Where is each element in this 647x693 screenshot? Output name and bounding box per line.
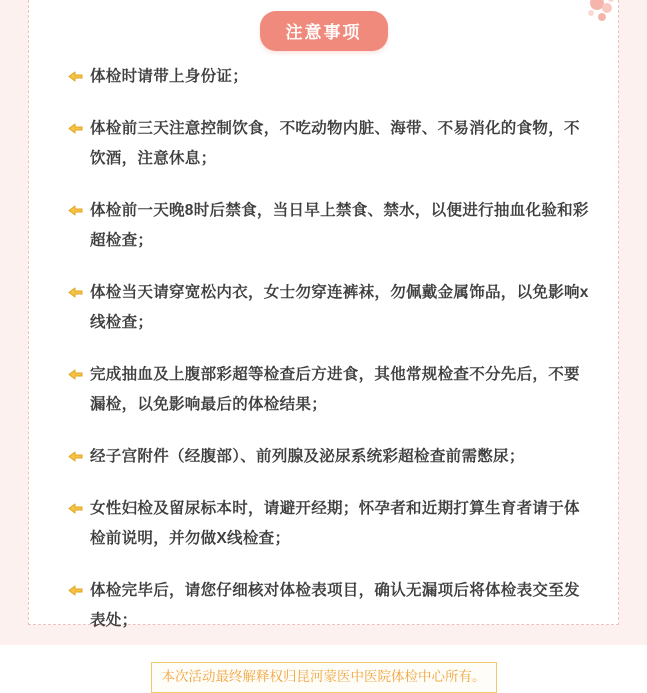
list-item xyxy=(66,576,593,636)
pointing-hand-icon xyxy=(66,119,85,138)
page-title: 注意事项 xyxy=(260,11,388,51)
list-item-text: 经子宫附件（经腹部）、前列腺及泌尿系统彩超检查前需憋尿； xyxy=(90,448,525,465)
pointing-hand-icon xyxy=(66,283,85,302)
list-item xyxy=(66,114,593,174)
list-item-text: 体检前三天注意控制饮食，不吃动物内脏、海带、不易消化的食物，不饮酒，注意休息； xyxy=(90,120,580,167)
list-item-text: 体检时请带上身份证； xyxy=(90,68,249,85)
list-item-text: 女性妇检及留尿标本时，请避开经期；怀孕者和近期打算生育者请于体检前说明，并勿做X线检查； xyxy=(90,500,580,547)
list-item-text: 完成抽血及上腹部彩超等检查后方进食，其他常规检查不分先后，不要漏检，以免影响最后的体检结果； xyxy=(90,366,580,413)
pointing-hand-icon xyxy=(66,499,85,518)
flower-decoration-icon xyxy=(571,0,617,34)
pointing-hand-icon xyxy=(66,447,85,466)
list-item-text: 体检完毕后，请您仔细核对体检表项目，确认无漏项后将体检表交至发表处； xyxy=(90,582,580,629)
pointing-hand-icon xyxy=(66,201,85,220)
list-item xyxy=(66,62,593,92)
list-item xyxy=(66,278,593,338)
disclaimer-note: 本次活动最终解释权归昆河蒙医中医院体检中心所有。 xyxy=(151,662,497,693)
list-item xyxy=(66,360,593,420)
pointing-hand-icon xyxy=(66,67,85,86)
title-area xyxy=(48,0,599,62)
notice-content xyxy=(28,0,619,684)
list-item xyxy=(66,494,593,554)
notice-list xyxy=(48,62,599,636)
pointing-hand-icon xyxy=(66,365,85,384)
list-item-text: 体检前一天晚8时后禁食，当日早上禁食、禁水，以便进行抽血化验和彩超检查； xyxy=(90,202,589,249)
pointing-hand-icon xyxy=(66,581,85,600)
list-item-text: 体检当天请穿宽松内衣，女士勿穿连裤袜，勿佩戴金属饰品，以免影响x线检查； xyxy=(90,284,589,331)
list-item xyxy=(66,196,593,256)
footer-note-area xyxy=(48,654,599,693)
list-item xyxy=(66,442,593,472)
